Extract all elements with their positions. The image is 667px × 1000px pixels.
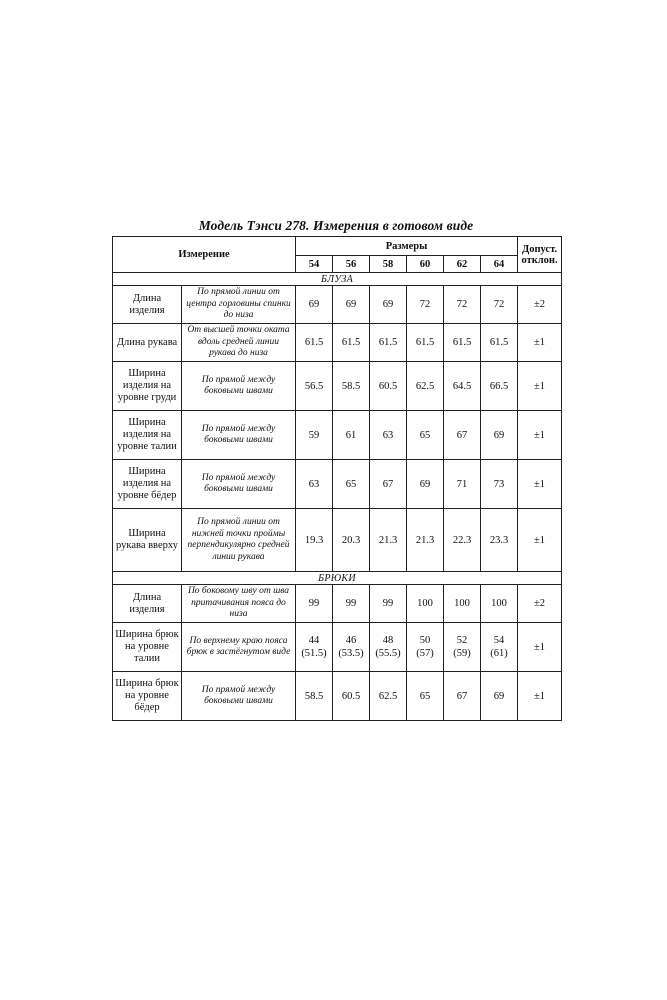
value-cell: 52 (59) [444,623,481,672]
value-cell: 60.5 [370,362,407,411]
document-title: Модель Тэнси 278. Измерения в готовом виде [198,218,474,233]
measurement-name: Ширина брюк на уровне бёдер [113,672,182,721]
table-row [113,509,562,572]
value-cell: 71 [444,460,481,509]
value-cell: 58.5 [333,362,370,411]
value-cell: 21.3 [370,509,407,572]
value-cell: 99 [296,585,333,623]
measurement-name: Ширина брюк на уровне талии [113,623,182,672]
table-row [113,411,562,460]
value-cell: 66.5 [481,362,518,411]
measurement-desc: По прямой между боковыми швами [182,411,296,460]
measurement-desc: По прямой между боковыми швами [182,362,296,411]
size-cell: 60 [407,256,444,273]
value-cell: 100 [444,585,481,623]
section-row-trousers [113,572,562,585]
table-row [113,623,562,672]
value-cell: 72 [444,286,481,324]
measurement-desc: По прямой между боковыми швами [182,460,296,509]
value-cell: 60.5 [333,672,370,721]
value-cell: 100 [481,585,518,623]
value-cell: 61.5 [407,324,444,362]
value-cell: 46 (53.5) [333,623,370,672]
value-cell: 61.5 [370,324,407,362]
tolerance-cell: ±1 [518,509,562,572]
value-cell: 56.5 [296,362,333,411]
value-cell: 64.5 [444,362,481,411]
value-cell: 69 [407,460,444,509]
measurement-desc: От высшей точки оката вдоль средней линии рукава до низа [182,324,296,362]
value-cell: 63 [296,460,333,509]
tolerance-cell: ±2 [518,286,562,324]
value-cell: 20.3 [333,509,370,572]
value-cell: 65 [407,411,444,460]
value-cell: 61.5 [333,324,370,362]
value-cell: 99 [333,585,370,623]
table-row [113,672,562,721]
measurement-name: Ширина изделия на уровне бёдер [113,460,182,509]
tolerance-cell: ±1 [518,672,562,721]
measurements-table [112,236,562,721]
tolerance-cell: ±1 [518,623,562,672]
measurement-name: Длина рукава [113,324,182,362]
value-cell: 22.3 [444,509,481,572]
value-cell: 69 [481,411,518,460]
tolerance-header: Допуст. отклон. [518,237,562,273]
value-cell: 72 [407,286,444,324]
value-cell: 67 [444,411,481,460]
table-row [113,585,562,623]
value-cell: 63 [370,411,407,460]
value-cell: 65 [333,460,370,509]
measurement-name: Ширина изделия на уровне груди [113,362,182,411]
measurement-header: Измерение [113,237,296,273]
size-cell: 56 [333,256,370,273]
measurement-name: Ширина рукава вверху [113,509,182,572]
value-cell: 67 [370,460,407,509]
value-cell: 61.5 [481,324,518,362]
value-cell: 61 [333,411,370,460]
value-cell: 69 [481,672,518,721]
table-row [113,460,562,509]
measurement-desc: По боковому шву от шва притачивания пояса до низа [182,585,296,623]
value-cell: 61.5 [444,324,481,362]
value-cell: 99 [370,585,407,623]
value-cell: 50 (57) [407,623,444,672]
tolerance-cell: ±1 [518,362,562,411]
measurement-name: Длина изделия [113,286,182,324]
value-cell: 62.5 [370,672,407,721]
value-cell: 21.3 [407,509,444,572]
header-row [113,237,562,256]
measurement-desc: По верхнему краю пояса брюк в застёгнутом виде [182,623,296,672]
value-cell: 69 [333,286,370,324]
section-label: БРЮКИ [113,572,562,585]
value-cell: 62.5 [407,362,444,411]
section-label: БЛУЗА [113,273,562,286]
value-cell: 65 [407,672,444,721]
value-cell: 67 [444,672,481,721]
tolerance-cell: ±1 [518,324,562,362]
table-row [113,362,562,411]
measurement-desc: По прямой линии от нижней точки проймы перпендикулярно средней линии рукава [182,509,296,572]
size-cell: 62 [444,256,481,273]
value-cell: 54 (61) [481,623,518,672]
value-cell: 69 [296,286,333,324]
value-cell: 69 [370,286,407,324]
value-cell: 72 [481,286,518,324]
size-cell: 58 [370,256,407,273]
value-cell: 61.5 [296,324,333,362]
measurement-desc: По прямой между боковыми швами [182,672,296,721]
tolerance-cell: ±1 [518,460,562,509]
value-cell: 58.5 [296,672,333,721]
measurement-name: Ширина изделия на уровне талии [113,411,182,460]
sizes-header: Размеры [296,237,518,256]
size-cell: 64 [481,256,518,273]
table-row [113,286,562,324]
value-cell: 44 (51.5) [296,623,333,672]
measurement-desc: По прямой линии от центра горловины спинки до низа [182,286,296,324]
size-cell: 54 [296,256,333,273]
tolerance-cell: ±2 [518,585,562,623]
section-row-blouse [113,273,562,286]
value-cell: 48 (55.5) [370,623,407,672]
value-cell: 23.3 [481,509,518,572]
value-cell: 73 [481,460,518,509]
value-cell: 100 [407,585,444,623]
table-row [113,324,562,362]
tolerance-cell: ±1 [518,411,562,460]
value-cell: 19.3 [296,509,333,572]
measurement-name: Длина изделия [113,585,182,623]
value-cell: 59 [296,411,333,460]
